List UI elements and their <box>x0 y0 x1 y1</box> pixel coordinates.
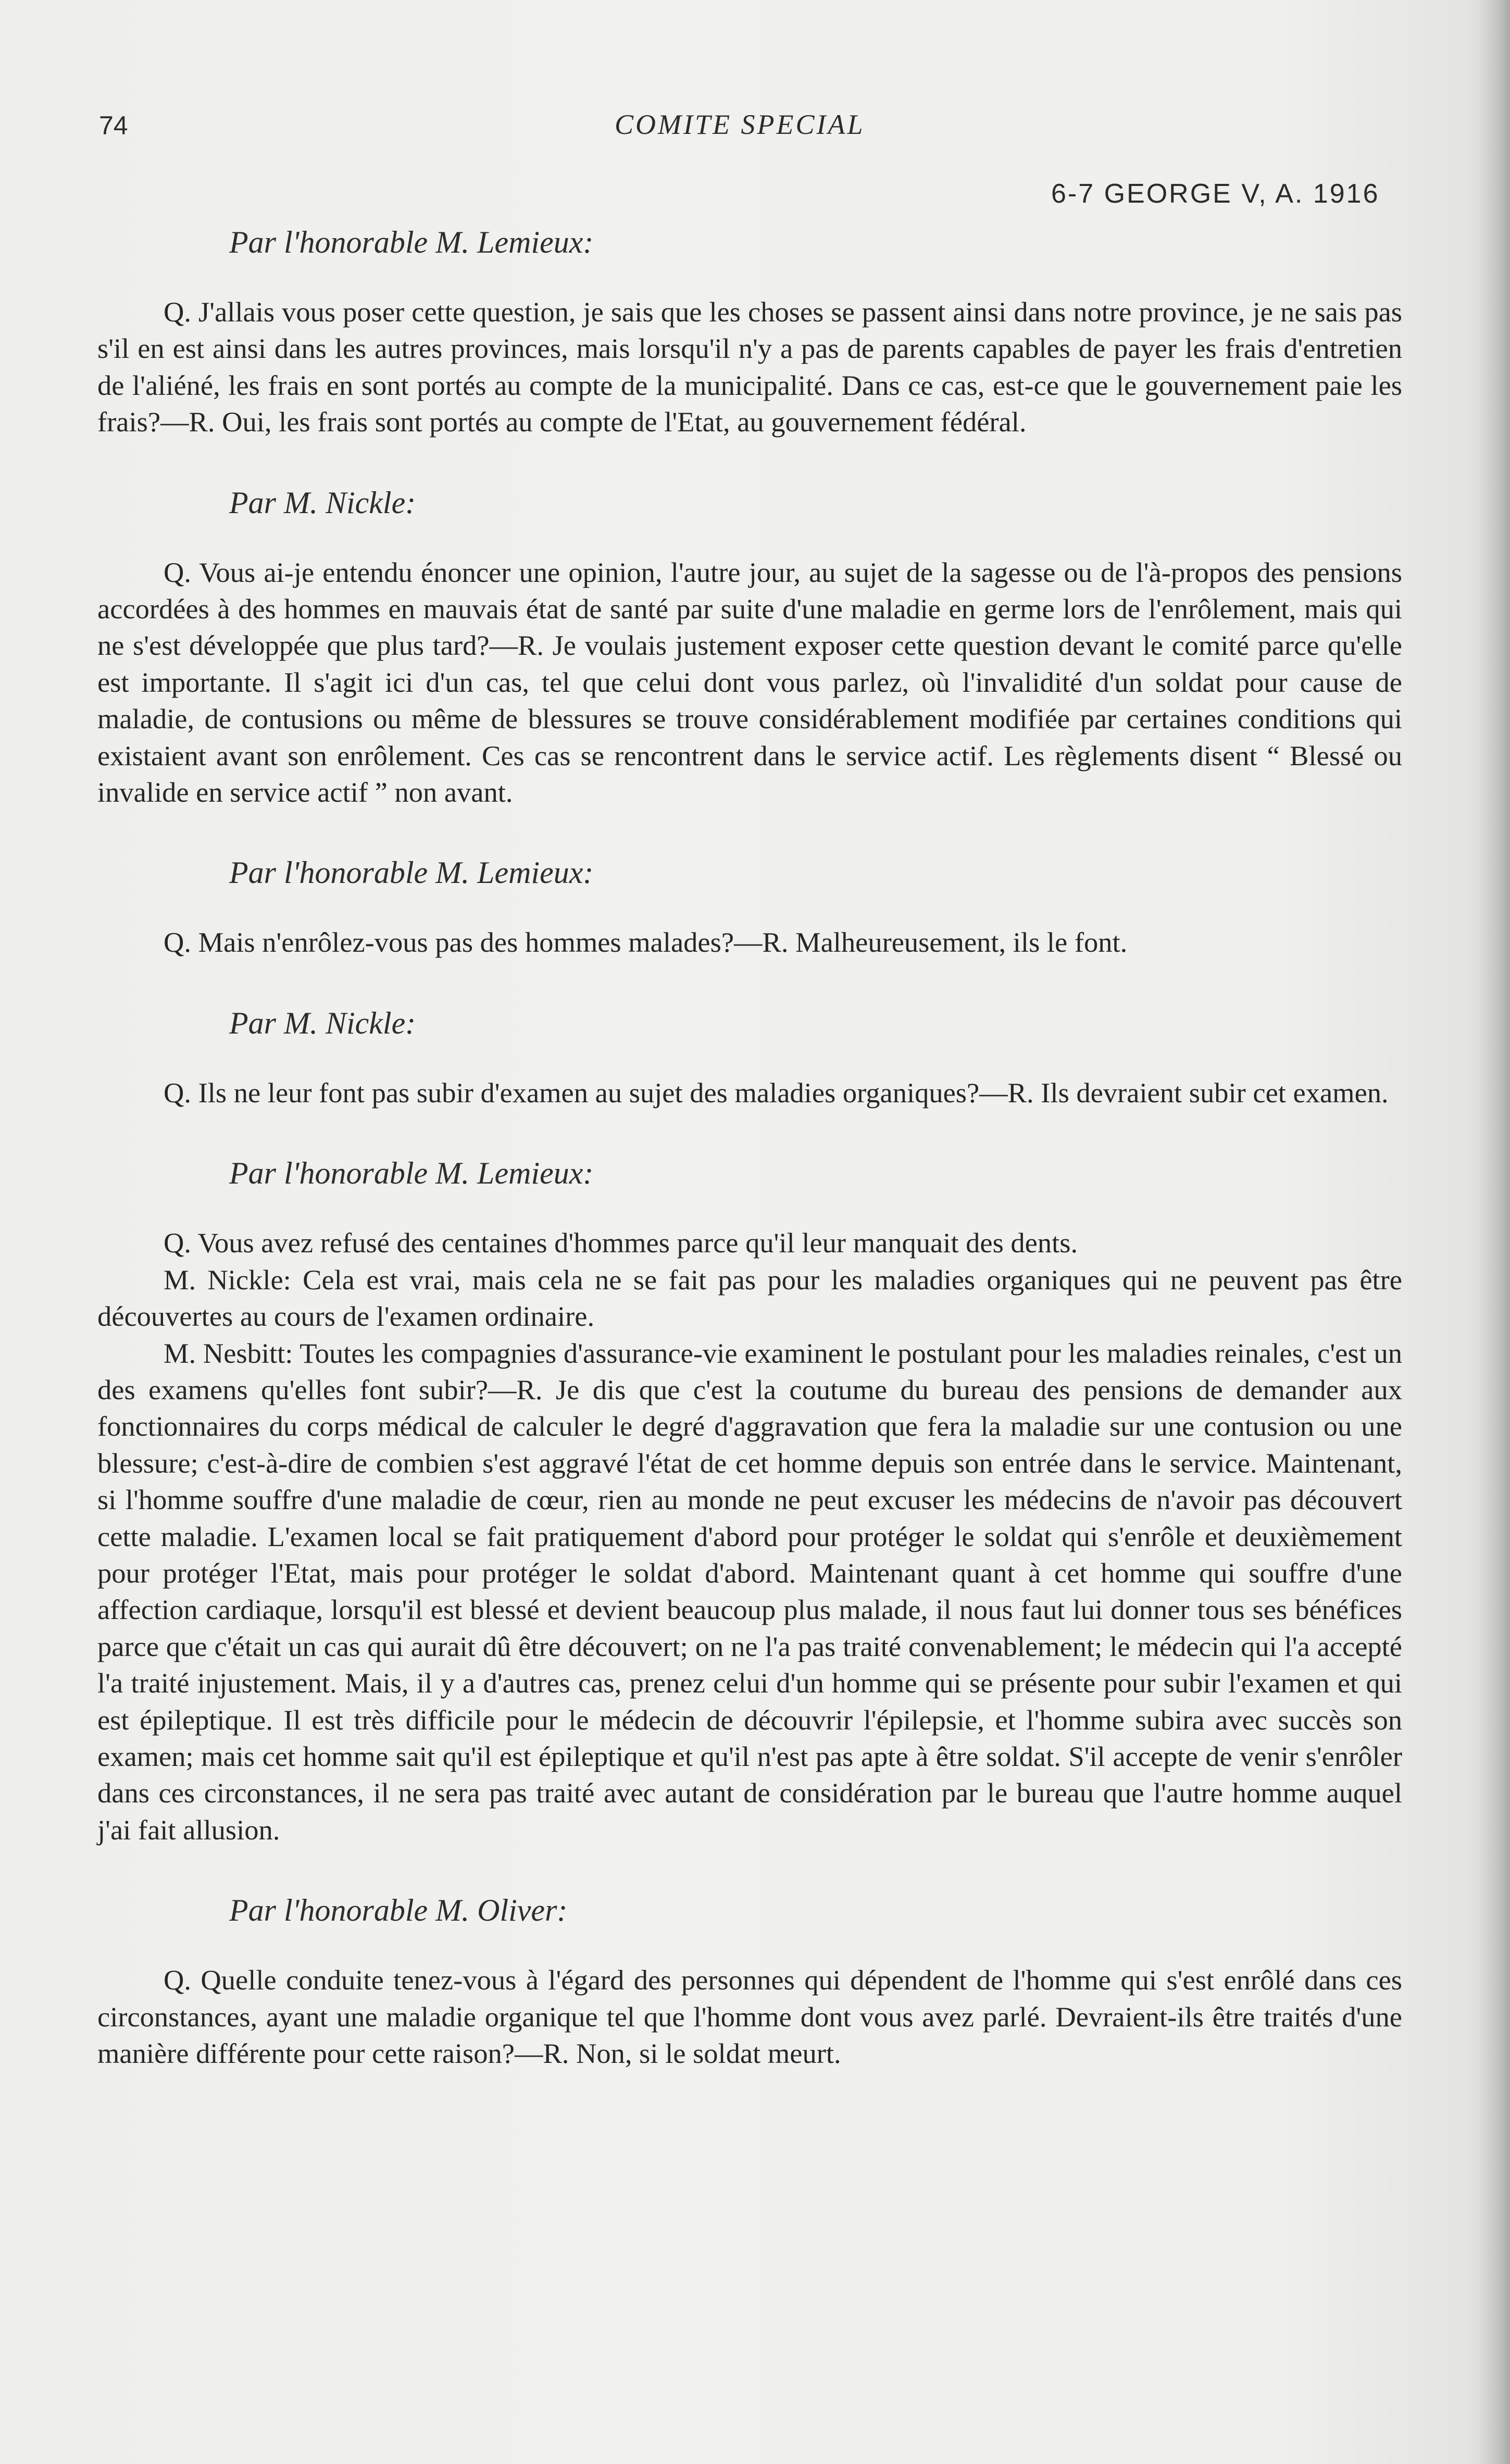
section-4 <box>97 1005 1402 1111</box>
speaker-heading: Par M. Nickle: <box>229 485 416 520</box>
speaker-heading: Par l'honorable M. Lemieux: <box>229 855 594 890</box>
speaker-heading: Par l'honorable M. Oliver: <box>229 1893 568 1928</box>
paragraph: Q. Mais n'enrôlez-vous pas des hommes malades?—R. Malheureusement, ils le font. <box>164 926 1128 959</box>
session-header: 6-7 GEORGE V, A. 1916 <box>1051 179 1380 209</box>
section-6 <box>97 1892 1402 2072</box>
text-body <box>97 224 1402 2072</box>
speaker-heading: Par M. Nickle: <box>229 1005 416 1040</box>
page-edge-shadow <box>1479 0 1510 2464</box>
page-number: 74 <box>99 111 128 140</box>
running-head: COMITE SPECIAL <box>615 109 865 140</box>
speaker-heading: Par l'honorable M. Lemieux: <box>229 1156 594 1191</box>
paragraph: Q. Vous avez refusé des centaines d'hommes parce qu'il leur manquait des dents. <box>164 1227 1078 1259</box>
speaker-heading: Par l'honorable M. Lemieux: <box>229 225 594 259</box>
section-1 <box>97 224 1402 441</box>
paragraph: Q. Vous ai-je entendu énoncer une opinion, l'autre jour, au sujet de la sagesse ou de l'à-propos des pensions accordées à des hommes en mauvais état de santé par suite d'une maladie en germe lors de l'enrôlement, mais qui ne s'est développée que plus tard?—R. Je voulais justement exposer cette question devant le comité parce qu'elle est importante. Il s'agit ici d'un cas, tel que celui dont vous parlez, où l'invalidité d'un soldat pour cause de maladie, de contusions ou même de blessures se trouve considérablement modifiée par certaines conditions qui existaient avant son enrôlement. Ces cas se rencontrent dans le service actif. Les règlements disent “ Blessé ou invalide en service actif ” non avant. <box>97 556 1402 808</box>
section-3 <box>97 854 1402 961</box>
section-5 <box>97 1155 1402 1848</box>
paragraph: Q. Quelle conduite tenez-vous à l'égard des personnes qui dépendent de l'homme qui s'est enrôlé dans ces circonstances, ayant une maladie organique tel que l'homme dont vous avez parlé. Devraient-ils être traités d'une manière différente pour cette raison?—R. Non, si le soldat meurt. <box>97 1964 1402 2069</box>
paragraph: Q. J'allais vous poser cette question, je sais que les choses se passent ainsi dans notre province, je ne sais pas s'il en est ainsi dans les autres provinces, mais lorsqu'il n'y a pas de parents capables de payer les frais d'entretien de l'aliéné, les frais en sont portés au compte de la municipalité. Dans ce cas, est-ce que le gouvernement paie les frais?—R. Oui, les frais sont portés au compte de l'Etat, au gouvernement fédéral. <box>97 296 1402 438</box>
paragraph: M. Nickle: Cela est vrai, mais cela ne se fait pas pour les maladies organiques qui ne peuvent pas être découvertes au cours de l'examen ordinaire. <box>97 1263 1402 1333</box>
paragraph: M. Nesbitt: Toutes les compagnies d'assurance-vie examinent le postulant pour les maladies reinales, c'est un des examens qu'elles font subir?—R. Je dis que c'est la coutume du bureau des pensions de demander aux fonctionnaires du corps médical de calculer le degré d'aggravation que fera la maladie sur une contusion ou une blessure; c'est-à-dire de combien s'est aggravé l'état de cet homme depuis son entrée dans le service. Maintenant, si l'homme souffre d'une maladie de cœur, rien au monde ne peut excuser les médecins de n'avoir pas découvert cette maladie. L'examen local se fait pratiquement d'abord pour protéger le soldat qui s'enrôle et deuxièmement pour protéger l'Etat, mais pour protéger le soldat d'abord. Maintenant quant à cet homme qui souffre d'une affection cardiaque, lorsqu'il est blessé et devient beaucoup plus malade, il nous faut lui donner tous ses bénéfices parce que c'était un cas qui aurait dû être découvert; on ne l'a pas traité convenablement; le médecin qui l'a accepté l'a traité injustement. Mais, il y a d'autres cas, prenez celui d'un homme qui se présente pour subir l'examen et qui est épileptique. Il est très difficile pour le médecin de découvrir l'épilepsie, et l'homme subira avec succès son examen; mais cet homme sait qu'il est épileptique et qu'il n'est pas apte à être soldat. S'il accepte de venir s'enrôler dans ces circonstances, il ne sera pas traité avec autant de considération par le bureau que l'autre homme auquel j'ai fait allusion. <box>97 1337 1402 1846</box>
section-2 <box>97 484 1402 811</box>
paragraph: Q. Ils ne leur font pas subir d'examen au sujet des maladies organiques?—R. Ils devraient subir cet examen. <box>164 1076 1389 1109</box>
